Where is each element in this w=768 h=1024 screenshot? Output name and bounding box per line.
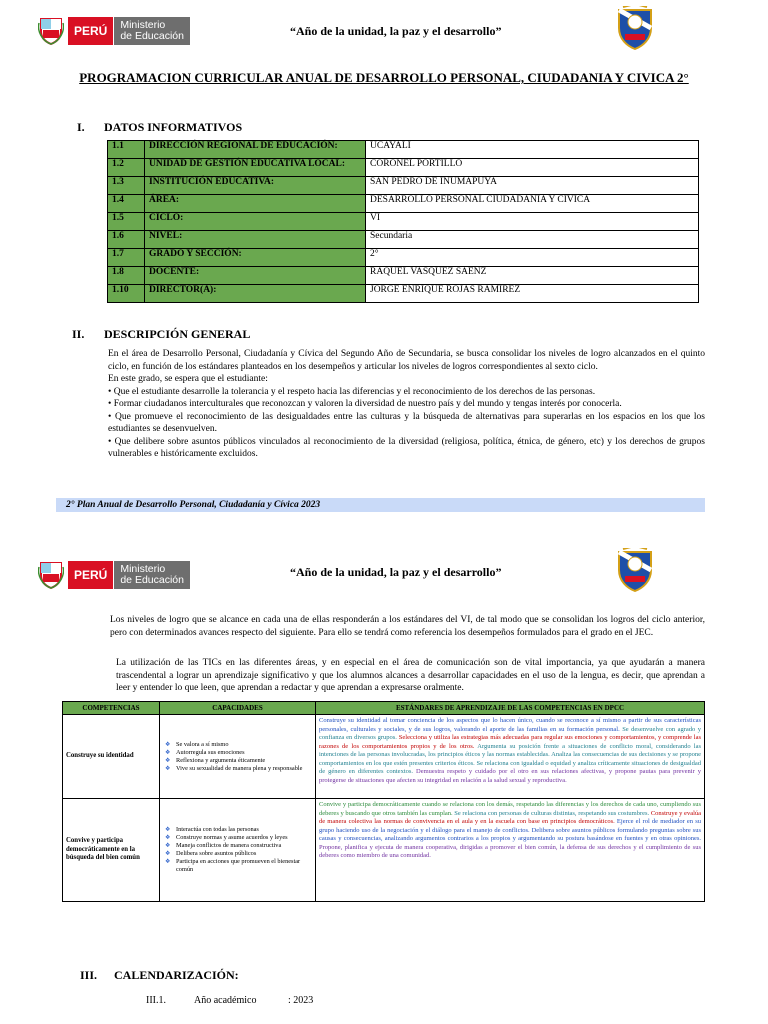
list-item: ❖ Vive su sexualidad de manera plena y responsable	[163, 765, 312, 773]
document-title: PROGRAMACION CURRICULAR ANUAL DE DESARROLLO PERSONAL, CIUDADANIA Y CIVICA 2°	[79, 70, 689, 85]
info-label: ÁREA:	[145, 195, 366, 213]
peru-label: PERÚ	[68, 17, 113, 45]
info-label: GRADO Y SECCIÓN:	[145, 249, 366, 267]
table-row	[108, 249, 699, 267]
info-label: INSTITUCIÓN EDUCATIVA:	[145, 177, 366, 195]
info-value: DESARROLLO PERSONAL CIUDADANIA Y CIVICA	[366, 195, 699, 213]
table-row	[108, 213, 699, 231]
description-intro: En el área de Desarrollo Personal, Ciudadanía y Cívica del Segundo Año de Secundaria, se busca consolidar los niveles de logro alcanzados en el quinto ciclo, en función de los estándares planteados en los desempeños y articular los niveles de logros correspondientes al sexto ciclo.	[108, 349, 705, 372]
list-item: ❖ Construye normas y asume acuerdos y leyes	[163, 834, 312, 842]
capacidades-cell	[160, 799, 316, 902]
std-text: Construye y evalúa de manera colectiva las normas de convivencia en el aula y en la escuela con base en principios democráticos.	[319, 809, 702, 825]
peru-coat-of-arms-icon	[38, 561, 64, 589]
info-label: CICLO:	[145, 213, 366, 231]
table-row	[108, 231, 699, 249]
std-text: Se desenvuelve con agrado y confianza en diversos grupos.	[319, 725, 701, 741]
ministerio-line-1: Ministerio	[120, 19, 166, 31]
motto: “Año de la unidad, la paz y el desarrollo”	[290, 24, 502, 38]
list-item: ❖ Maneja conflictos de manera constructiva	[163, 842, 312, 850]
info-num: 1.5	[108, 213, 145, 231]
description-bullet	[108, 411, 705, 436]
info-value: 2°	[366, 249, 699, 267]
ministerio-line-2: de Educación	[120, 30, 184, 42]
info-value: UCAYALI	[366, 141, 699, 159]
section-3-number: III.	[80, 968, 98, 982]
capacidades-cell	[160, 715, 316, 799]
page2-paragraph-1: Los niveles de logro que se alcance en cada una de ellas responderán a los estándares del VI, de tal modo que se consolidan los logros del ciclo anterior, pero con determinados avances respecto del siguiente. Para ello se tendrá como referencia los desempeños formulados para el grado en el JEC.	[110, 615, 705, 638]
ministerio-line-1: Ministerio	[120, 563, 166, 575]
table-row	[108, 177, 699, 195]
std-text: Demuestra respeto y cuidado por el otro en sus relaciones afectivas, y propone pautas para prevenir y protegerse de situaciones que afecten su integridad en relación a la salud sexual y reproductiva.	[319, 768, 701, 784]
bullet-icon: •	[108, 386, 114, 397]
minedu-logo-2	[38, 561, 190, 589]
bullet-icon: •	[108, 411, 116, 422]
std-text: Propone, planifica y ejecuta de manera cooperativa, dirigidas a promover el bien común, la defensa de sus derechos y el cumplimiento de sus deberes como miembro de una comunidad.	[319, 843, 701, 859]
competencia-name: Convive y participa democráticamente en la búsqueda del bien común	[66, 837, 140, 862]
school-crest-icon	[617, 6, 653, 50]
table-row	[108, 285, 699, 303]
description-bullet	[108, 436, 705, 461]
capacidades-list	[163, 826, 312, 874]
std-text: Convive y participa democráticamente cuando se relaciona con los demás, respetando las diferencias y los derechos de cada uno, cumpliendo sus deberes y buscando que otros también las cumplan.	[319, 801, 701, 817]
competency-table	[62, 701, 705, 902]
description-bullet	[108, 398, 705, 411]
info-label: UNIDAD DE GESTIÓN EDUCATIVA LOCAL:	[145, 159, 366, 177]
calendar-item-value: : 2023	[288, 995, 314, 1006]
ministerio-label	[113, 17, 190, 45]
section-1-number: I.	[77, 120, 85, 134]
std-text: Argumenta su posición frente a situaciones de conflicto moral, considerando las intenciones de las personas involucradas, los principios éticos y las normas establecidas. Analiza las consecuencias de sus decisiones y se propone comportamientos en los que estén presentes criterios éticos. Se relaciona con igualdad o equidad y analiza críticamente situaciones de desigualdad de género en diferentes contextos.	[319, 742, 701, 775]
description-bullets	[108, 386, 705, 461]
info-num: 1.8	[108, 267, 145, 285]
bullet-icon: •	[108, 399, 114, 409]
std-text: Construye su identidad al tomar conciencia de los aspectos que lo hacen único, cuando se reconoce a sí mismo a partir de sus características personales, culturales y sociales, y de sus logros, valorando el aporte de las familias en su formación personal.	[319, 717, 701, 733]
info-value: VI	[366, 213, 699, 231]
info-num: 1.4	[108, 195, 145, 213]
info-label: DIRECTOR(A):	[145, 285, 366, 303]
list-item: ❖ Reflexiona y argumenta éticamente	[163, 757, 312, 765]
header-capacidades: CAPACIDADES	[160, 702, 316, 715]
info-table-body	[108, 141, 699, 303]
list-item: ❖ Participa en acciones que promueven el bienestar común	[163, 858, 312, 874]
competencia-cell	[63, 799, 160, 902]
info-label: DOCENTE:	[145, 267, 366, 285]
info-value: Secundaria	[366, 231, 699, 249]
plan-bar: 2° Plan Anual de Desarrollo Personal, Ciudadanía y Cívica 2023	[56, 498, 705, 512]
info-value: JORGE ENRIQUE ROJAS RAMIREZ	[366, 285, 699, 303]
competencia-name: Construye su identidad	[66, 752, 134, 760]
peru-coat-of-arms-icon	[38, 17, 64, 45]
section-2-number: II.	[72, 327, 85, 341]
section-1-title: DATOS INFORMATIVOS	[104, 120, 243, 134]
school-crest-icon	[617, 548, 653, 592]
info-num: 1.10	[108, 285, 145, 303]
bullet-text: Que el estudiante desarrolle la tolerancia y el respeto hacia las diferencias y el reconocimiento de los derechos de las personas.	[113, 386, 596, 397]
info-value: RAQUEL VASQUEZ SAENZ	[366, 267, 699, 285]
info-value: SAN PEDRO DE INUMAPUYA	[366, 177, 699, 195]
bullet-icon: •	[108, 436, 115, 447]
table-row	[63, 715, 705, 799]
info-label: NIVEL:	[145, 231, 366, 249]
peru-label: PERÚ	[68, 561, 113, 589]
info-num: 1.1	[108, 141, 145, 159]
ministerio-label	[113, 561, 190, 589]
section-2-title: DESCRIPCIÓN GENERAL	[104, 327, 251, 341]
header-estandares: ESTÁNDARES DE APRENDIZAJE DE LAS COMPETENCIAS EN DPCC	[316, 702, 705, 715]
info-value: CORONEL PORTILLO	[366, 159, 699, 177]
info-num: 1.7	[108, 249, 145, 267]
info-num: 1.3	[108, 177, 145, 195]
table-row	[108, 141, 699, 159]
info-label: DIRECCIÓN REGIONAL DE EDUCACIÓN:	[145, 141, 366, 159]
header-competencias: COMPETENCIAS	[63, 702, 160, 715]
calendar-item-number: III.1.	[146, 995, 166, 1006]
bullet-text: Que promueve el reconocimiento de las desigualdades entre las culturas y la búsqueda de alternativas para superarlas en los espacios en los que los estudiantes se desenvuelven.	[108, 411, 705, 434]
description-bullet	[108, 386, 705, 399]
estandar-cell	[316, 799, 705, 902]
description-block	[108, 348, 705, 461]
motto-2: “Año de la unidad, la paz y el desarrollo”	[290, 565, 502, 579]
section-3-title: CALENDARIZACIÓN:	[114, 968, 239, 982]
list-item: ❖ Delibera sobre asuntos públicos	[163, 850, 312, 858]
list-item: ❖ Interactúa con todas las personas	[163, 826, 312, 834]
competencia-cell	[63, 715, 160, 799]
list-item: ❖ Se valora a sí mismo	[163, 741, 312, 749]
competency-table-header	[63, 702, 705, 715]
std-text: Delibera sobre asuntos públicos formulando preguntas sobre sus causas y consecuencias, analizando argumentos contrarios a los propios y argumentando su postura basándose en fuentes y en otras opiniones.	[319, 826, 701, 842]
description-lead: En este grado, se espera que el estudiante:	[108, 374, 268, 384]
info-num: 1.2	[108, 159, 145, 177]
info-table	[107, 140, 699, 303]
bullet-text: Que delibere sobre asuntos públicos vinculados al reconocimiento de la diversidad (religiosa, política, étnica, de género, etc) y los derechos de grupos vulnerables e históricamente excluidos.	[108, 436, 705, 459]
list-item: ❖ Autorregula sus emociones	[163, 749, 312, 757]
table-row	[63, 799, 705, 902]
std-text: Ejerce el rol de mediador en su grupo haciendo uso de la negociación y el diálogo para el manejo de conflictos.	[319, 818, 702, 834]
estandar-cell	[316, 715, 705, 799]
table-row	[108, 195, 699, 213]
capacidades-list	[163, 741, 312, 773]
table-row	[108, 159, 699, 177]
minedu-logo	[38, 17, 190, 45]
ministerio-line-2: de Educación	[120, 574, 184, 586]
bullet-text: Formar ciudadanos interculturales que reconozcan y valoren la diversidad de nuestro país y del mundo y tengas interés por conocerla.	[113, 399, 622, 409]
table-row	[108, 267, 699, 285]
std-text: Selecciona y utiliza las estrategias más adecuadas para regular sus emociones y comportamientos, y comprende las razones de los comportamientos propios y de los otros.	[319, 734, 701, 750]
std-text: Se relaciona con personas de culturas distintas, respetando sus costumbres.	[454, 809, 650, 817]
info-num: 1.6	[108, 231, 145, 249]
page2-paragraph-2: La utilización de las TICs en las diferentes áreas, y en especial en el área de comunicación son de vital importancia, ya que ayudarán a manera trascendental a lograr un aprendizaje significativo y que los alumnos alcances a desarrollar capacidades en el uso de la lengua, es decir, que aprendan a leer y entender lo que leen, que aprendan a redactar y que aprendan a expresarse oralmente.	[116, 658, 705, 693]
calendar-item-label: Año académico	[194, 995, 257, 1006]
